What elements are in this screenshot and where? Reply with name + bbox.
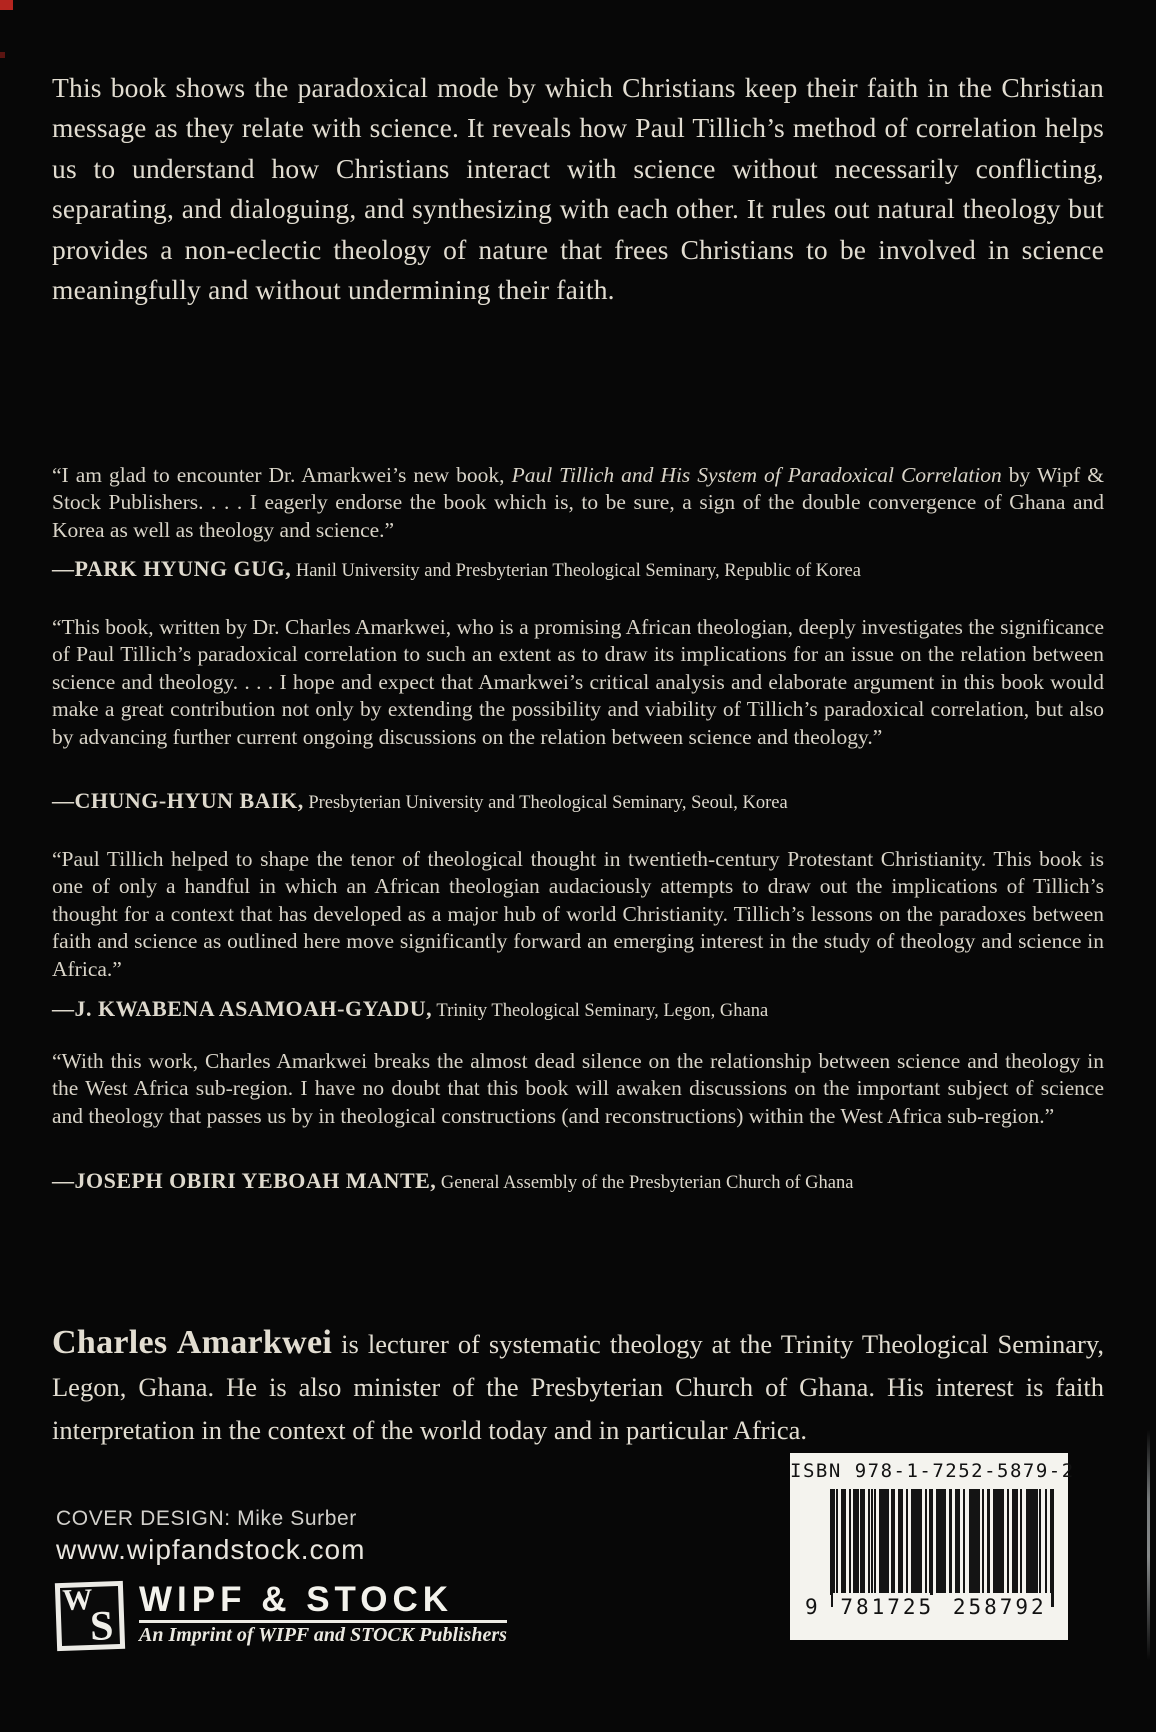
endorser-3-affiliation: Trinity Theological Seminary, Legon, Ghana [432,1001,769,1021]
endorser-3-name: —J. KWABENA ASAMOAH-GYADU, [52,996,433,1021]
scan-artifact-red-dot [0,52,5,58]
quote-1-text-cont: by Wipf & Stock Publishers. . . . I eagerly endorse the book which is, to be sure, a sign of the double convergence of Ghana and Korea as well as theology and science.” [52,462,1104,542]
quote-1-text: “I am glad to encounter Dr. Amarkwei’s new book, [52,462,512,487]
barcode-digits-left: 781725 [836,1595,939,1619]
author-bio-text: is lecturer of systematic theology at the Trinity Theological Seminary, Legon, Ghana. He is also minister of the Presbyterian Church of Ghana. His interest is faith interpretation in the context of the world today and in particular Africa. [52,1328,1104,1445]
wipf-and-stock-logo [56,1582,507,1650]
page-edge-highlight [1147,1430,1150,1660]
scan-artifact-red-corner [0,0,13,10]
isbn-barcode-block [790,1453,1075,1640]
endorser-1-affiliation: Hanil University and Presbyterian Theological Seminary, Republic of Korea [291,561,861,581]
endorser-1-name: —PARK HYUNG GUG, [52,556,292,581]
endorser-2-name: —CHUNG-HYUN BAIK, [52,788,304,813]
publisher-name: WIPF & STOCK [139,1580,454,1619]
logo-wordmark [139,1582,507,1647]
endorsement-attribution-1 [52,556,1104,582]
barcode-digit-lead: 9 [804,1595,831,1619]
endorsement-attribution-3 [52,996,1104,1022]
endorsement-quote-3: “Paul Tillich helped to shape the tenor of theological thought in twentieth-century Protestant Christianity. This book is one of only a handful in which an African theologian audaciously attempts to draw out the implications of Tillich’s thought for a context that has developed as a major hub of world Christianity. Tillich’s lessons on the paradoxes between faith and science as outlined here move significantly forward an emerging interest in the study of theology and science in Africa.” [52,846,1104,981]
ws-monogram-icon [55,1581,125,1651]
endorsement-attribution-2 [52,788,1104,814]
endorsement-quote-1 [52,462,1104,545]
endorser-4-name: —JOSEPH OBIRI YEBOAH MANTE, [52,1168,437,1193]
book-synopsis: This book shows the paradoxical mode by which Christians keep their faith in the Christian message as they relate with science. It reveals how Paul Tillich’s method of correlation helps us to understand how Christians interact with science without necessarily conflicting, separating, and dialoguing, and synthesizing with each other. It rules out natural theology but provides a non-eclectic theology of nature that frees Christians to be involved in science meaningfully and without undermining their faith. [52,71,1104,305]
barcode [804,1489,1056,1635]
endorsement-quote-2: “This book, written by Dr. Charles Amarkwei, who is a promising African theologian, deeply investigates the significance of Paul Tillich’s paradoxical correlation to such an extent as to draw its implications for an issue on the relation between science and theology. . . . I hope and expect that Amarkwei’s critical analysis and elaborate argument in this book would make a great contribution not only by extending the possibility and viability of Tillich’s paradoxical correlation, but also by advancing further current ongoing discussions on the relation between science and theology.” [52,614,1104,749]
logo-divider [139,1620,507,1623]
quote-1-book-title: Paul Tillich and His System of Paradoxical Correlation [511,462,1002,487]
cover-design-credit: COVER DESIGN: Mike Surber [56,1507,357,1530]
monogram-letter-s: S [89,1603,115,1650]
imprint-line: An Imprint of WIPF and STOCK Publishers [139,1624,507,1646]
endorser-2-affiliation: Presbyterian University and Theological Seminary, Seoul, Korea [303,793,788,813]
endorsement-quote-4: “With this work, Charles Amarkwei breaks the almost dead silence on the relationship between science and theology in the West Africa sub-region. I have no doubt that this book will awaken discussions on the important subject of science and theology that passes us by in theological constructions (and reconstructions) within the West Africa sub-region.” [52,1048,1104,1128]
monogram-letter-w: W [61,1582,93,1617]
publisher-website: www.wipfandstock.com [56,1534,366,1565]
author-name: Charles Amarkwei [52,1323,333,1361]
barcode-digits [804,1589,1056,1619]
isbn-number: ISBN 978-1-7252-5879-2 [790,1460,1075,1482]
endorsement-attribution-4 [52,1168,1104,1194]
endorser-4-affiliation: General Assembly of the Presbyterian Church of Ghana [436,1173,854,1193]
barcode-digits-right: 258792 [949,1595,1052,1619]
author-bio [52,1321,1104,1452]
barcode-bars [830,1489,1054,1593]
